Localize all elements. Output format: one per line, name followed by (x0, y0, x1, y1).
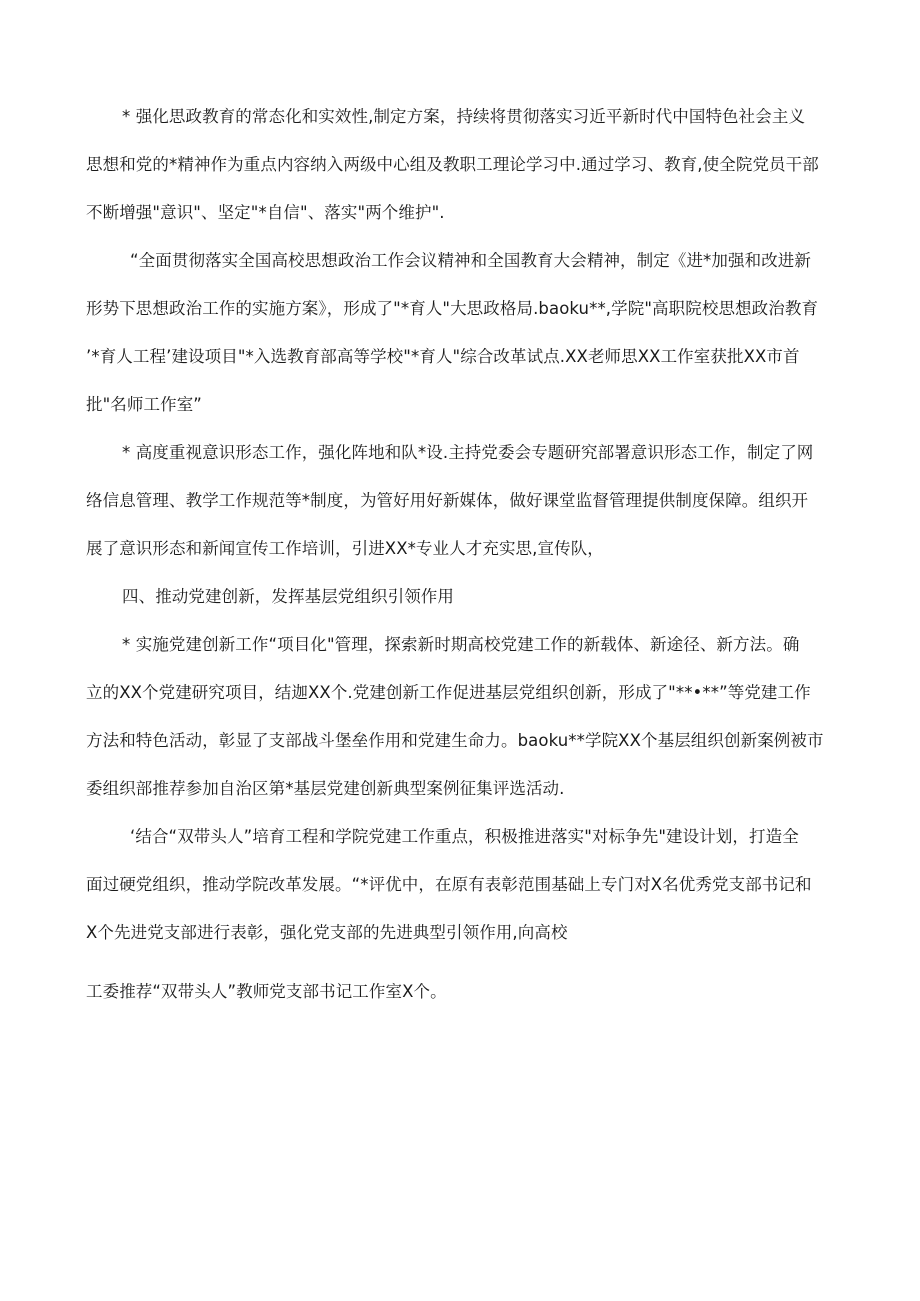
section-heading: 四、推动党建创新，发挥基层党组织引领作用 (122, 587, 454, 606)
text-line-19: 工委推荐“双带头人”教师党支部书记工作室X个。 (86, 982, 447, 1001)
text-line-13: 立的XX个党建研究项目，结迦XX个.党建创新工作促进基层党组织创新，形成了"**•**”等党建工作 (86, 683, 811, 702)
text-line-18: X个先进党支部进行表彰，强化党支部的先进典型引领作用,向高校 (86, 923, 568, 942)
text-line-3: 不断增强"意识"、坚定"*自信"、落实"两个维护". (86, 203, 445, 222)
text-line-8: * 高度重视意识形态工作，强化阵地和队*设.主持党委会专题研究部署意识形态工作，制定了网 (122, 443, 814, 462)
text-line-17: 面过硬党组织，推动学院改革发展。“*评优中，在原有表彰范围基础上专门对X名优秀党支部书记和 (86, 875, 812, 894)
text-line-7: 批"名师工作室” (86, 395, 202, 414)
text-line-10: 展了意识形态和新闻宣传工作培训，引进XX*专业人才充实思,宣传队， (86, 539, 604, 558)
text-line-6: ’*育人工程’建设项目"*入选教育部高等学校"*育人"综合改革试点.XX老师思XX工作室获批XX市首 (86, 347, 800, 366)
text-line-5: 形势下思想政治工作的实施方案》，形成了"*育人"大思政格局.baoku**,学院"高职院校思想政治教育 (86, 299, 819, 318)
text-line-12: * 实施党建创新工作“项目化"管理，探索新时期高校党建工作的新载体、新途径、新方法。确 (122, 635, 800, 654)
text-line-4: “全面贯彻落实全国高校思想政治工作会议精神和全国教育大会精神，制定《进*加强和改进新 (130, 251, 811, 270)
text-line-14: 方法和特色活动，彰显了支部战斗堡垒作用和党建生命力。baoku**学院XX个基层组织创新案例被市 (86, 731, 824, 750)
text-line-2: 思想和党的*精神作为重点内容纳入两级中心组及教职工理论学习中.通过学习、教育,使全院党员干部 (86, 155, 819, 174)
text-line-9: 络信息管理、教学工作规范等*制度，为管好用好新媒体，做好课堂监督管理提供制度保障。组织开 (86, 491, 809, 510)
text-line-1: * 强化思政教育的常态化和实效性,制定方案，持续将贯彻落实习近平新时代中国特色社会主义 (122, 107, 806, 126)
text-line-15: 委组织部推荐参加自治区第*基层党建创新典型案例征集评选活动. (86, 779, 565, 798)
text-line-16: ‘结合“双带头人”培育工程和学院党建工作重点，积极推进落实"对标争先"建设计划，打造全 (130, 827, 799, 846)
